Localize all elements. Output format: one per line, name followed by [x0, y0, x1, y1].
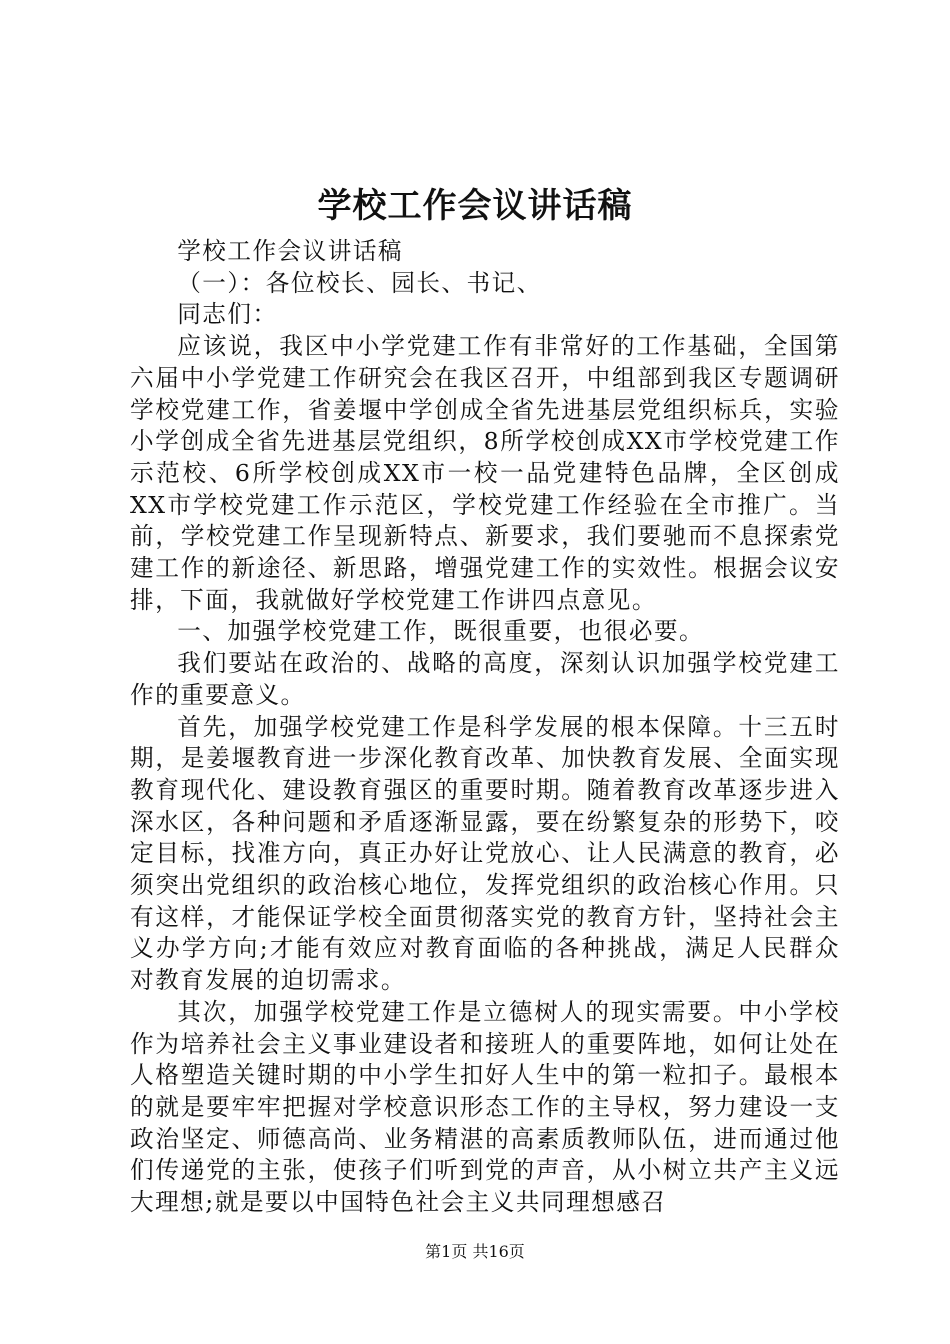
section-heading-1: 一、加强学校党建工作，既很重要，也很必要。 [177, 617, 705, 646]
page-title: 学校工作会议讲话稿 [317, 186, 633, 226]
paragraph-greeting: 同志们： [177, 300, 278, 329]
document-body [130, 236, 840, 1219]
paragraph-significance: 我们要站在政治的、战略的高度，深刻认识加强学校党建工作的重要意义。 [130, 649, 840, 709]
page-number-footer: 第1页 共16页 [425, 1242, 525, 1261]
paragraph-intro: 应该说，我区中小学党建工作有非常好的工作基础，全国第六届中小学党建工作研究会在我区召开，中组部到我区专题调研学校党建工作，省姜堰中学创成全省先进基层党组织标兵，实验小学创成全省先进基层党组织，8所学校创成XX市学校党建工作示范校、6所学校创成XX市一校一品党建特色品牌，全区创成XX市学校党建工作示范区，学校党建工作经验在全市推广。当前，学校党建工作呈现新特点、新要求，我们要驰而不息探索党建工作的新途径、新思路，增强党建工作的实效性。根据会议安排，下面，我就做好学校党建工作讲四点意见。 [130, 332, 840, 614]
paragraph-salutation: （一）：各位校长、园长、书记、 [177, 268, 542, 297]
paragraph-second-point: 其次，加强学校党建工作是立德树人的现实需要。中小学校作为培养社会主义事业建设者和接班人的重要阵地，如何让处在人格塑造关键时期的中小学生扣好人生中的第一粒扣子。最根本的就是要牢牢把握对学校意识形态工作的主导权，努力建设一支政治坚定、师德高尚、业务精湛的高素质教师队伍，进而通过他们传递党的主张，使孩子们听到党的声音，从小树立共产主义远大理想;就是要以中国特色社会主义共同理想感召 [130, 997, 840, 1217]
paragraph-subtitle: 学校工作会议讲话稿 [177, 237, 404, 265]
paragraph-first-point: 首先，加强学校党建工作是科学发展的根本保障。十三五时期，是姜堰教育进一步深化教育改革、加快教育发展、全面实现教育现代化、建设教育强区的重要时期。随着教育改革逐步进入深水区，各种问题和矛盾逐渐显露，要在纷繁复杂的形势下，咬定目标，找准方向，真正办好让党放心、让人民满意的教育，必须突出党组织的政治核心地位，发挥党组织的政治核心作用。只有这样，才能保证学校全面贯彻落实党的教育方针，坚持社会主义办学方向;才能有效应对教育面临的各种挑战，满足人民群众对教育发展的迫切需求。 [130, 712, 840, 995]
